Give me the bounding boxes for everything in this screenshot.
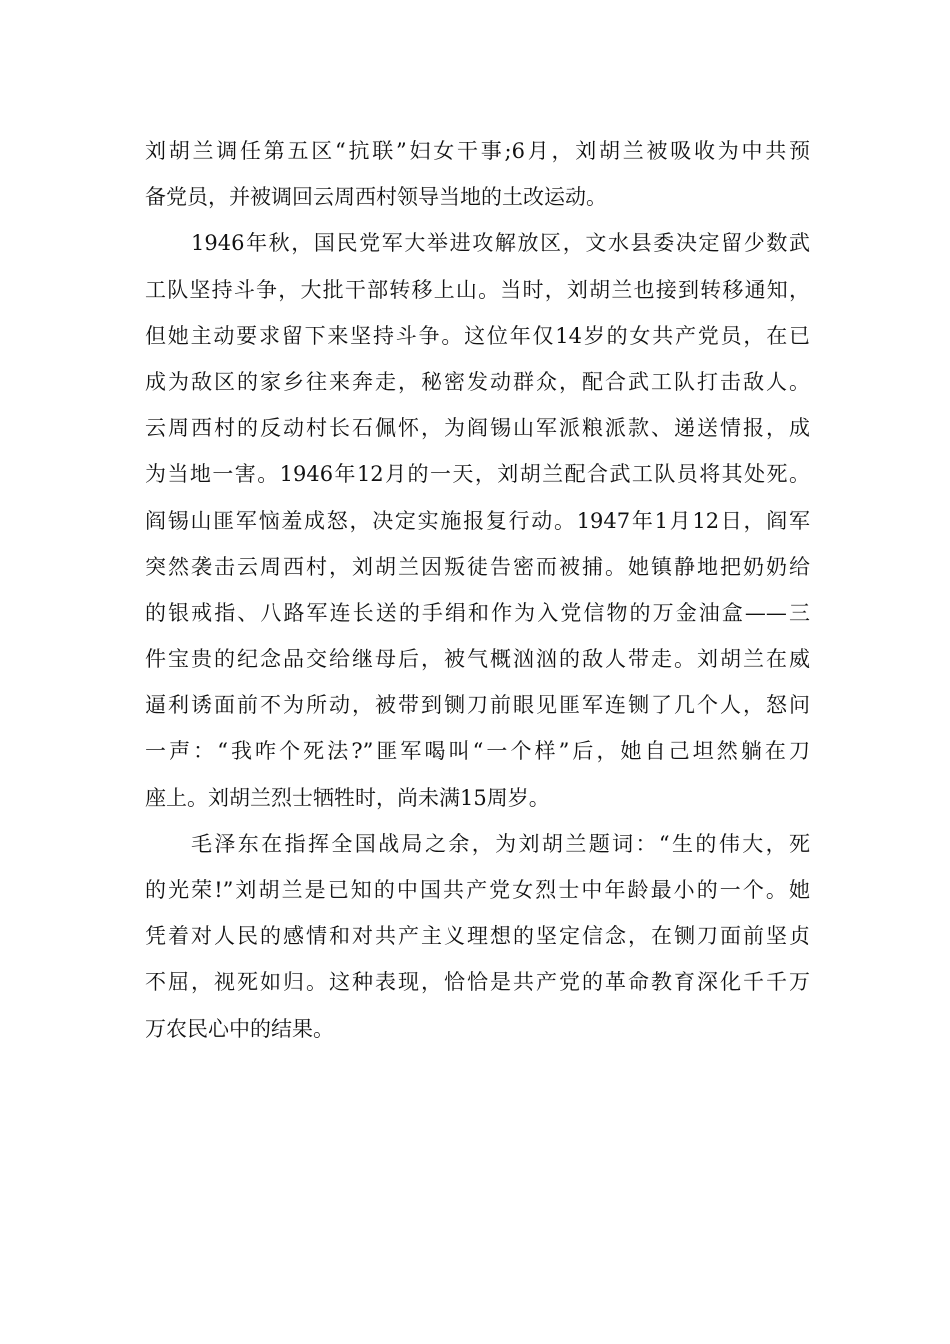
paragraph-line: 刘胡兰调任第五区“抗联”妇女干事;6月，刘胡兰被吸收为中共预 (145, 139, 810, 163)
paragraph-3 (145, 821, 810, 1052)
paragraph-line: 一声：“我咋个死法?”匪军喝叫“一个样”后，她自己坦然躺在刀 (145, 739, 810, 764)
paragraph-line: 的光荣!”刘胡兰是已知的中国共产党女烈士中年龄最小的一个。她 (145, 878, 810, 902)
paragraph-line: 阎锡山匪军恼羞成怒，决定实施报复行动。1947年1月12日，阎军 (145, 508, 810, 533)
paragraph-line: 的银戒指、八路军连长送的手绢和作为入党信物的万金油盒——三 (145, 600, 810, 625)
paragraph-line: 云周西村的反动村长石佩怀，为阎锡山军派粮派款、递送情报，成 (145, 416, 810, 441)
paragraph-line: 逼利诱面前不为所动，被带到铡刀前眼见匪军连铡了几个人，怒问 (145, 693, 810, 718)
paragraph-line: 为当地一害。1946年12月的一天，刘胡兰配合武工队员将其处死。 (145, 462, 810, 487)
paragraph-line: 1946年秋，国民党军大举进攻解放区，文水县委决定留少数武 (191, 231, 810, 256)
paragraph-line: 突然袭击云周西村，刘胡兰因叛徒告密而被捕。她镇静地把奶奶给 (145, 554, 810, 579)
paragraph-line: 万农民心中的结果。 (145, 1016, 334, 1041)
paragraph-line: 成为敌区的家乡往来奔走，秘密发动群众，配合武工队打击敌人。 (145, 369, 810, 394)
paragraph-2 (145, 220, 810, 820)
paragraph-line: 毛泽东在指挥全国战局之余，为刘胡兰题词：“生的伟大，死 (191, 831, 810, 856)
article-body (145, 128, 810, 1052)
paragraph-1 (145, 128, 810, 220)
paragraph-line: 凭着对人民的感情和对共产主义理想的坚定信念，在铡刀面前坚贞 (145, 924, 810, 949)
paragraph-line: 不屈，视死如归。这种表现，恰恰是共产党的革命教育深化千千万 (145, 970, 810, 995)
paragraph-line: 件宝贵的纪念品交给继母后，被气概汹汹的敌人带走。刘胡兰在威 (145, 647, 810, 672)
paragraph-line: 座上。刘胡兰烈士牺牲时，尚未满15周岁。 (145, 785, 550, 810)
paragraph-line: 但她主动要求留下来坚持斗争。这位年仅14岁的女共产党员，在已 (145, 323, 810, 348)
paragraph-line: 工队坚持斗争，大批干部转移上山。当时，刘胡兰也接到转移通知， (145, 277, 810, 302)
paragraph-line: 备党员，并被调回云周西村领导当地的土改运动。 (145, 185, 607, 210)
